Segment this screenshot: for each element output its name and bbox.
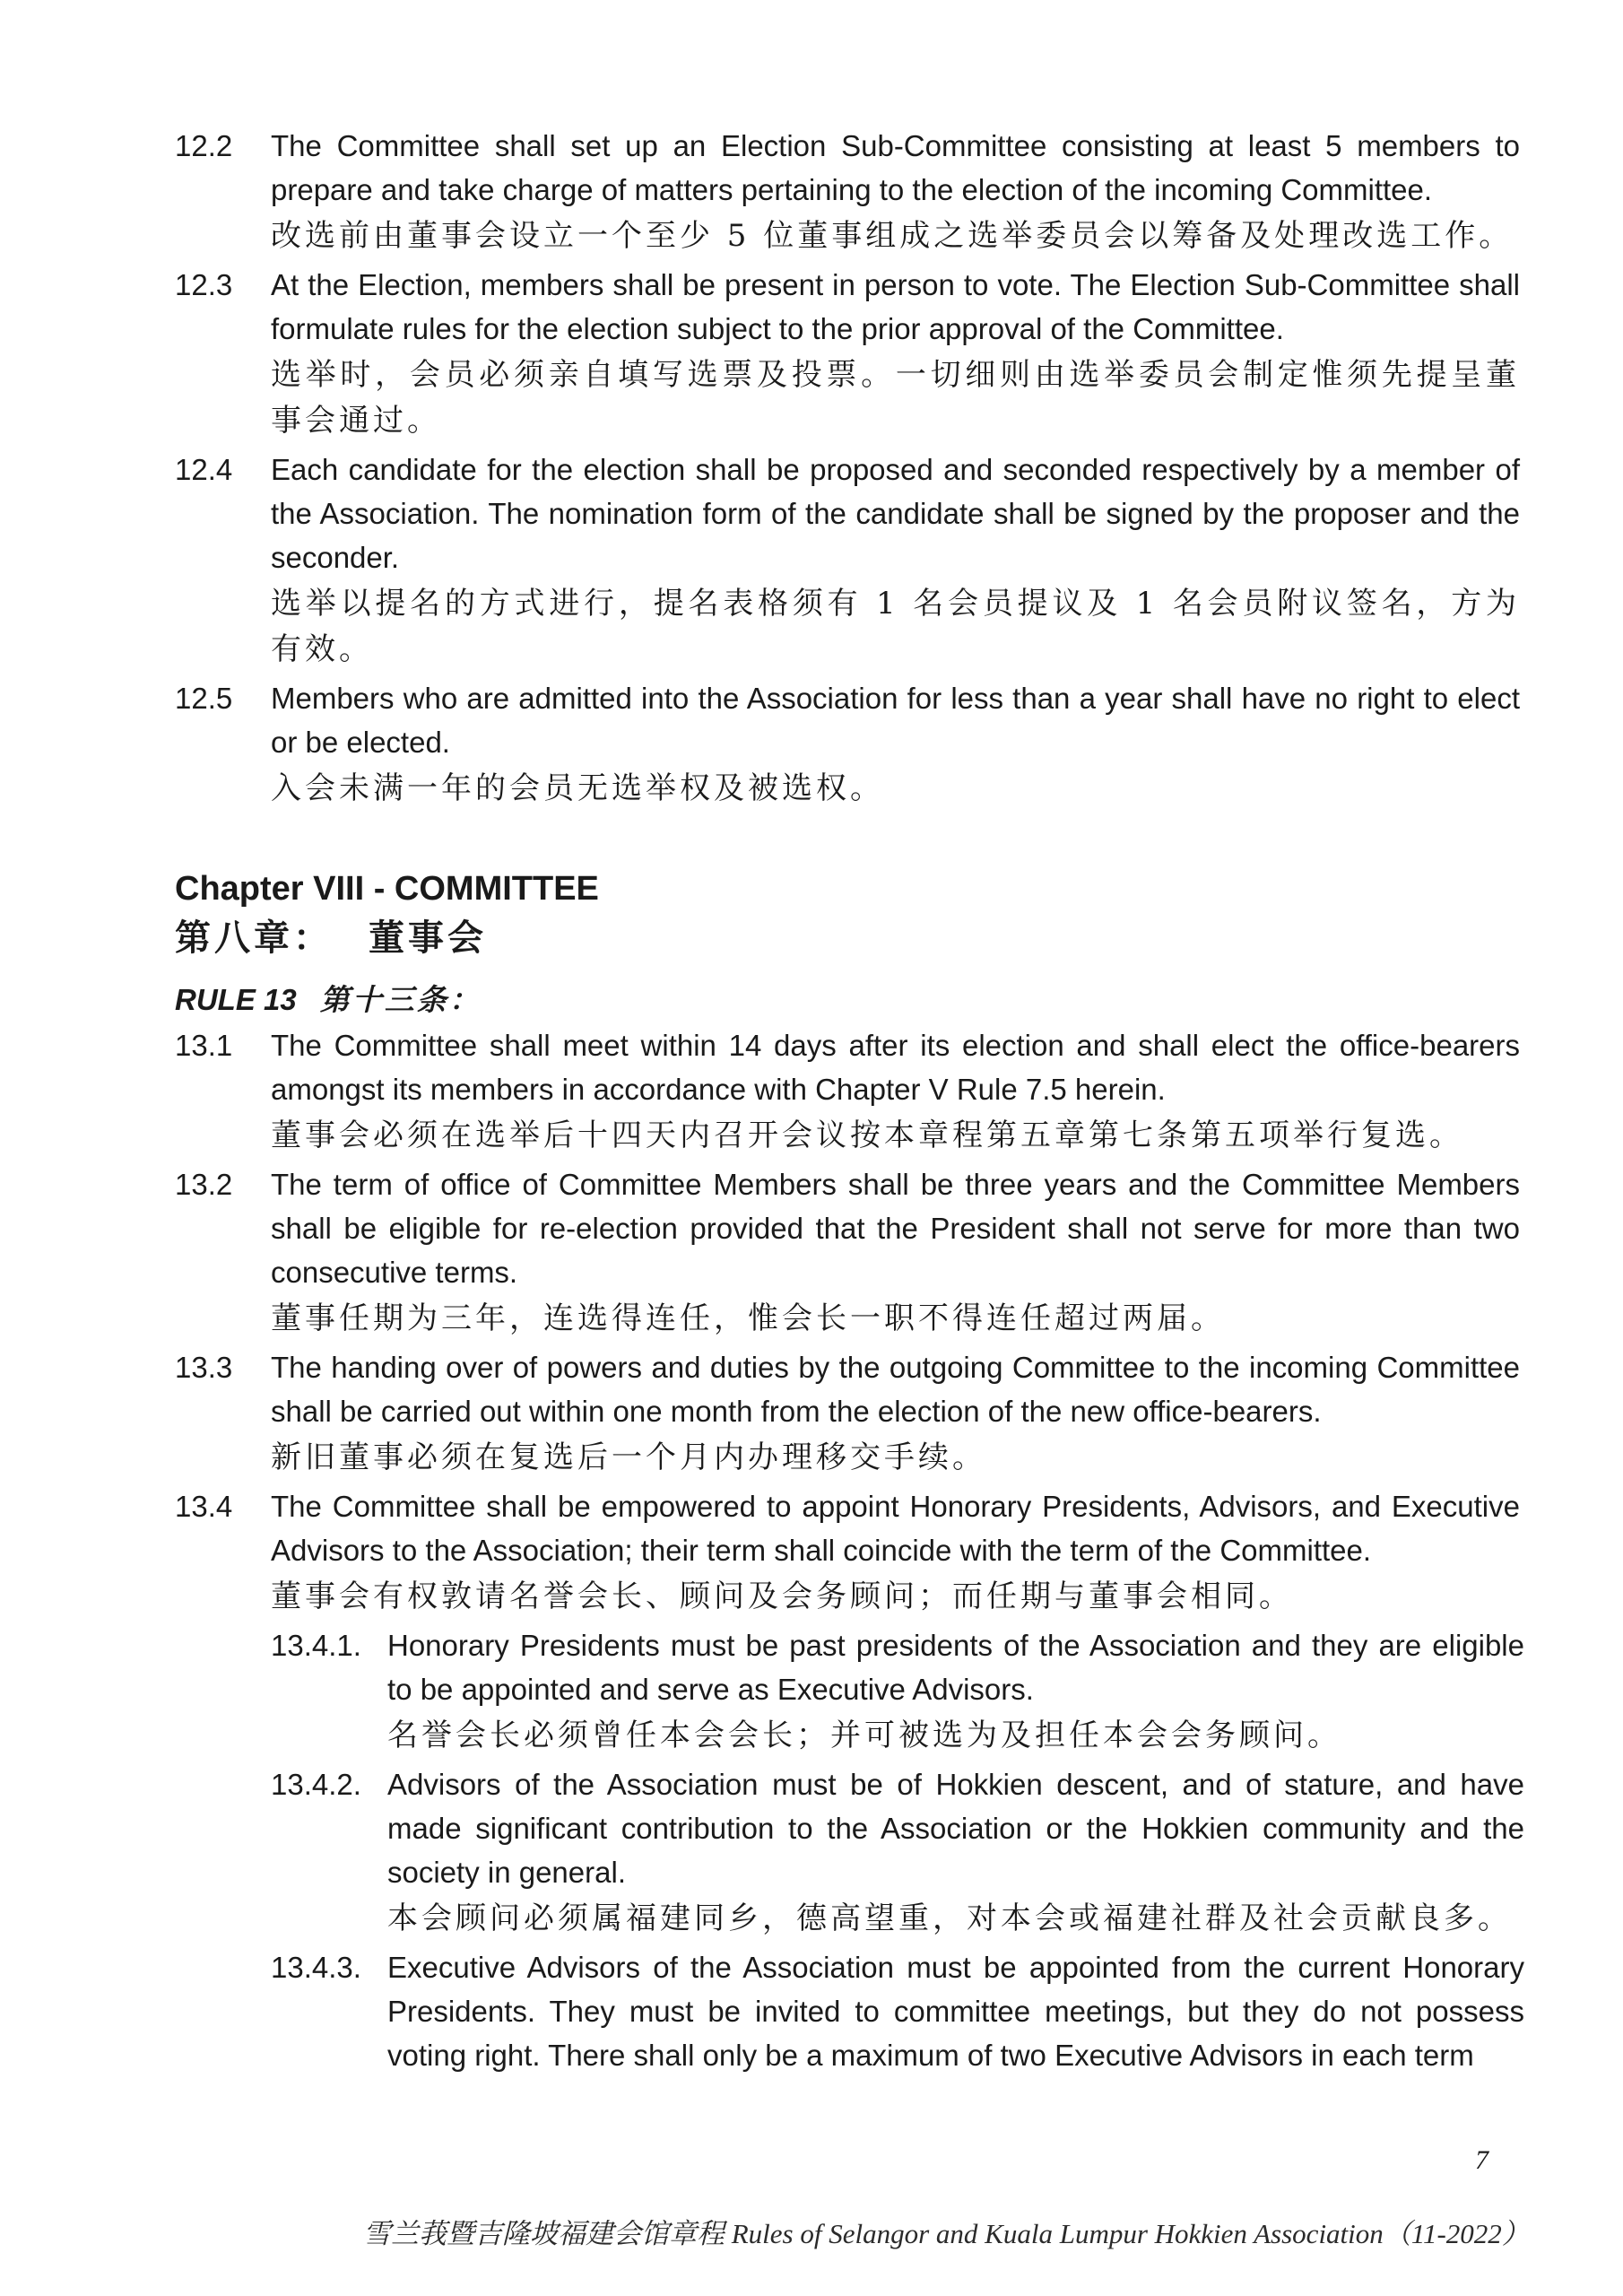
page-footer: 雪兰莪暨吉隆坡福建会馆章程 Rules of Selangor and Kuala Lumpur Hokkien Association（11-2022） (363, 2218, 1530, 2249)
clause-13-4-1 (271, 1623, 1524, 1759)
page-number: 7 (1475, 2145, 1488, 2175)
clause-text-chinese: 名誉会长必须曾任本会会长；并可被选为及担任本会会务顾问。 (387, 1718, 1341, 1753)
clause-13-4-2 (271, 1762, 1524, 1942)
chapter-title-chinese: 董事会 (369, 917, 487, 959)
clause-13-3 (175, 1345, 1520, 1481)
clause-text-chinese: 改选前由董事会设立一个至少 5 位董事组成之选举委员会以筹备及处理改选工作。 (271, 218, 1514, 254)
clause-text-english: Advisors of the Association must be of Hokkien descent, and of stature, and have made significant contribution to the Association or the Hokkien community and the society in general. (387, 1768, 1524, 1889)
clause-text-english: The term of office of Committee Members shall be three years and the Committee Members shall be eligible for re-election provided that the President shall not serve for more than two consecutive terms. (271, 1168, 1520, 1289)
subclause-number: 13.4.1. (271, 1629, 361, 1662)
clause-12-2 (175, 124, 1520, 259)
clause-text-english: Executive Advisors of the Association must be appointed from the current Honorary Presidents. They must be invited to committee meetings, but they do not possess voting right. There shall only be a maximum of two Executive Advisors in each term (387, 1951, 1524, 2072)
clause-number: 12.2 (175, 129, 233, 162)
clause-text-chinese: 董事会必须在选举后十四天内召开会议按本章程第五章第七条第五项举行复选。 (271, 1118, 1463, 1153)
clause-text-english: The handing over of powers and duties by the outgoing Committee to the incoming Committee shall be carried out within one month from the election of the new office-bearers. (271, 1351, 1520, 1428)
chapter-number-chinese: 第八章： (175, 917, 333, 959)
clause-13-2 (175, 1162, 1520, 1342)
clause-number: 12.4 (175, 453, 233, 486)
clause-13-4-3 (271, 1945, 1524, 2077)
chapter-heading-english: Chapter VIII - COMMITTEE (175, 870, 599, 908)
clause-number: 13.1 (175, 1029, 233, 1062)
clause-13-4 (175, 1484, 1520, 1620)
clause-text-chinese: 本会顾问必须属福建同乡，德高望重，对本会或福建社群及社会贡献良多。 (387, 1900, 1512, 1936)
clause-text-english: The Committee shall set up an Election Sub-Committee consisting at least 5 members to prepare and take charge of matters pertaining to the election of the incoming Committee. (271, 129, 1520, 206)
clause-text-english: Honorary Presidents must be past presidents of the Association and they are eligible to be appointed and serve as Executive Advisors. (387, 1629, 1524, 1706)
clause-text-chinese: 入会未满一年的会员无选举权及被选权。 (271, 770, 884, 806)
rule-heading-chinese: 第十三条： (319, 982, 482, 1017)
clause-text-chinese: 新旧董事必须在复选后一个月内办理移交手续。 (271, 1439, 986, 1475)
chapter-heading-chinese (175, 912, 1623, 964)
clause-12-5 (175, 676, 1520, 812)
clause-text-chinese: 选举时，会员必须亲自填写选票及投票。一切细则由选举委员会制定惟须先提呈董事会通过。 (271, 357, 1520, 439)
clause-text-english: Each candidate for the election shall be proposed and seconded respectively by a member of the Association. The nomination form of the candidate shall be signed by the proposer and the seconder. (271, 453, 1520, 574)
rule-heading-english: RULE 13 (175, 983, 297, 1016)
clause-text-english: The Committee shall meet within 14 days after its election and shall elect the office-bearers amongst its members in accordance with Chapter V Rule 7.5 herein. (271, 1029, 1520, 1106)
clause-number: 13.4 (175, 1490, 233, 1523)
clause-number: 12.5 (175, 682, 233, 715)
page-content (0, 124, 1623, 2081)
clause-text-english: The Committee shall be empowered to appoint Honorary Presidents, Advisors, and Executive Advisors to the Association; their term shall coincide with the term of the Committee. (271, 1490, 1520, 1567)
clause-12-3 (175, 263, 1520, 444)
clause-number: 13.3 (175, 1351, 233, 1384)
clause-text-chinese: 董事会有权敦请名誉会长、顾问及会务顾问；而任期与董事会相同。 (271, 1578, 1293, 1614)
clause-number: 13.2 (175, 1168, 233, 1201)
clause-text-chinese: 选举以提名的方式进行，提名表格须有 1 名会员提议及 1 名会员附议签名，方为有效。 (271, 586, 1520, 667)
clause-13-1 (175, 1023, 1520, 1159)
clause-text-english: Members who are admitted into the Association for less than a year shall have no right to elect or be elected. (271, 682, 1520, 759)
subclause-number: 13.4.3. (271, 1951, 361, 1984)
subclause-number: 13.4.2. (271, 1768, 361, 1801)
rule-heading (175, 977, 1623, 1023)
clause-text-chinese: 董事任期为三年，连选得连任，惟会长一职不得连任超过两届。 (271, 1300, 1225, 1336)
clause-number: 12.3 (175, 268, 233, 301)
clause-text-english: At the Election, members shall be present in person to vote. The Election Sub-Committee shall formulate rules for the election subject to the prior approval of the Committee. (271, 268, 1520, 345)
clause-12-4 (175, 448, 1520, 673)
